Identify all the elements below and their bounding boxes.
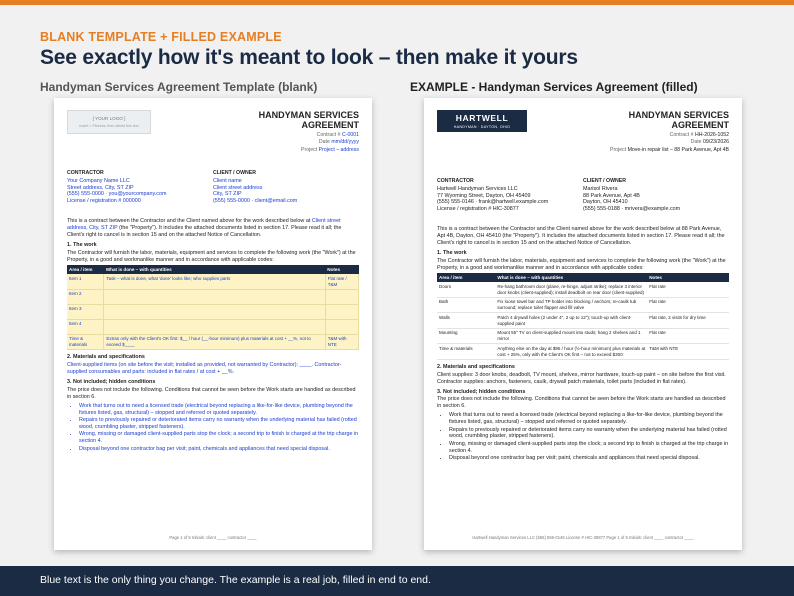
table-row: Time & materials Extras only with the Client's OK first: $__ / hour (__-hour minimum) plus materials at cost + __%, not to exceed $____ T&M with NTE	[67, 334, 359, 350]
bottom-banner	[0, 566, 794, 596]
doc-title: HANDYMAN SERVICES AGREEMENT	[258, 110, 359, 130]
exclusions-list: • Work that turns out to need a licensed trade (electrical beyond replacing a like-for-like device, plumbing beyond the fixtures listed, gas, structural) – stopped and referred or quoted separately. • Repairs to previously repaired or deteriorated items carry no warranty when the underlying material has failed (rotted wood, crumbling plaster, stripped fasteners). • Wrong, missing or damaged client-supplied parts stop the clock; a second trip to finish is charged at the trip charge in section 4. • Disposal beyond one contractor bag per visit; paint, chemicals and appliances that need special disposal.	[67, 403, 359, 453]
section-2-heading: 2. Materials and specifications	[67, 354, 145, 361]
page-footer: Page 1 of 5 Initials: client ____ contractor ____	[169, 534, 257, 540]
section-1-heading: 1. The work	[67, 241, 97, 248]
intro-paragraph: This is a contract between the Contractor and the Client named above for the work described below at 88 Park Avenue, Apt 4B, Dayton, OH 45410 (the "Property"). It includes the attached documents listed in section 17. Please read it all; the Client's right to cancel is in section 15 and on the attached Notice of Cancellation.	[437, 226, 725, 246]
table-row: Item 3	[67, 304, 359, 319]
table-row: Walls Patch 4 drywall holes (2 under 4", 2 up to 12"); touch-up with client-supplied paint Flat rate, 2 visits for dry time	[437, 313, 729, 329]
client-block: CLIENT / OWNER Marisol Rivera 88 Park Avenue, Apt 4B Dayton, OH 45410 (555) 555-0188 · mrivera@example.com	[583, 178, 681, 213]
section-3-heading: 3. Not included; hidden conditions	[437, 388, 526, 395]
table-row: Item 1 Task – what is done, what 'done' looks like; who supplies parts Flat rate / T&M	[67, 274, 359, 289]
intro-paragraph: This is a contract between the Contractor and the Client named above for the work described below at Client street address, City, ST ZIP (the "Property"). It includes the attached documents listed in section 17. Please read it all; the Client's right to cancel is in section 15 and on the attached Notice of Cancellation.	[67, 218, 342, 238]
kicker: BLANK TEMPLATE + FILLED EXAMPLE	[40, 30, 282, 44]
doc-title: HANDYMAN SERVICES AGREEMENT	[628, 110, 729, 130]
parties	[67, 170, 359, 205]
filled-example-page	[424, 98, 742, 550]
table-row: Item 4	[67, 319, 359, 334]
table-row: Mounting Mount 55" TV on client-supplied mount into studs; hang 2 shelves and 1 mirror Flat rate	[437, 328, 729, 344]
page-footer: Hartwell Handyman Services LLC (555) 555-0146 License # HIC-30877 Page 1 of 5 Initials: client ____ contractor ____	[472, 534, 694, 540]
agreement-body: This is a contract between the Contractor and the Client named above for the work described below at 88 Park Avenue, Apt 4B, Dayton, OH 45410 (the "Property"). It includes the attached documents listed in section 17. Please read it all; the Client's right to cancel is in section 15 and on the attached Notice of Cancellation. 1. The work The Contractor will furnish the labor, materials, equipment and services to complete the following work (the "Work") at the Property, in a good and workmanlike manner and in accordance with applicable codes: Area / item What is done – with quantities Notes Doors Re-hang bathroom door (plane, re-hinge, adjust strike); replace 3 interior door knobs (client-supplied); install deadbolt on rear door (client-supplied) Flat rate Bath Fix loose towel bar and TP holder into blocking / anchors; re-caulk tub surround; replace toilet flapper and fill valve Flat rate Walls Patch 4 drywall holes (2 under 4", 2 up to 12"); touch-up with client-supplied paint Flat rate, 2 visits for dry time Mounting Mount 55" TV on client-supplied mount into studs; hang 2 shelves and 1 mirror Flat rate Time & materials Anything else on the day at $95 / hour (½-hour minimum) plus materials at cost + 25%, only with the Client's OK first – not to exceed $300 T&M with NTE 2. Materials and specifications Client supplies: 3 door knobs, deadbolt, TV mount, shelves, mirror hardware, touch-up paint – on site before the first visit. Contractor supplies: anchors, fasteners, caulk, drywall patch materials, toilet parts (included in flat rates). 3. Not included; hidden conditions The price does not include the following. Conditions that cannot be seen before the Work starts are handled as described in section 6. • Work that turns out to need a licensed trade (electrical beyond replacing a like-for-like device, plumbing beyond the fixtures listed, gas, structural) – stopped and referred or quoted separately. • Repairs to previously repaired or deteriorated items carry no warranty when the underlying material has failed (rotted wood, crumbling plaster, stripped fasteners). • Wrong, missing or damaged client-supplied parts stop the clock; a second trip to finish is charged at the trip charge in section 4. • Disposal beyond one contractor bag per visit; paint, chemicals and appliances that need special disposal.	[437, 226, 729, 463]
table-row: Bath Fix loose towel bar and TP holder into blocking / anchors; re-caulk tub surround; replace toilet flapper and fill valve Flat rate	[437, 297, 729, 313]
bottom-banner-text: Blue text is the only thing you change. The example is a real job, filled in end to end.	[40, 574, 431, 586]
work-table: Area / item What is done – with quantities Notes Doors Re-hang bathroom door (plane, re-hinge, adjust strike); replace 3 interior door knobs (client-supplied); install deadbolt on rear door (client-supplied) Flat rate Bath Fix loose towel bar and TP holder into blocking / anchors; re-caulk tub surround; replace toilet flapper and fill valve Flat rate Walls Patch 4 drywall holes (2 under 4", 2 up to 12"); touch-up with client-supplied paint Flat rate, 2 visits for dry time Mounting Mount 55" TV on client-supplied mount into studs; hang 2 shelves and 1 mirror Flat rate Time & materials Anything else on the day at $95 / hour (½-hour minimum) plus materials at cost + 25%, only with the Client's OK first – not to exceed $300 T&M with NTE	[437, 273, 729, 359]
contractor-block: CONTRACTOR Your Company Name LLC Street address, City, ST ZIP (555) 555-0000 · you@yourcompany.com License / registration # 000000	[67, 170, 167, 205]
client-block: CLIENT / OWNER Client name Client street address City, ST ZIP (555) 555-0000 · client@email.com	[213, 170, 298, 205]
table-row: Time & materials Anything else on the day at $95 / hour (½-hour minimum) plus materials at cost + 25%, only with the Client's OK first – not to exceed $300 T&M with NTE	[437, 344, 729, 360]
company-logo: HARTWELL HANDYMAN · DAYTON, OHIO	[437, 110, 527, 132]
agreement-body: This is a contract between the Contractor and the Client named above for the work described below at Client street address, City, ST ZIP (the "Property"). It includes the attached documents listed in section 17. Please read it all; the Client's right to cancel is in section 15 and on the attached Notice of Cancellation. 1. The work The Contractor will furnish the labor, materials, equipment and services to complete the following work (the "Work") at the Property, in a good and workmanlike manner and in accordance with applicable codes: Area / item What is done – with quantities Notes Item 1 Task – what is done, what 'done' looks like; who supplies parts Flat rate / T&M Item 2 Item 3 Item 4 Time & materials Extras only with the Client's OK first: $__ / hour (__-hour minimum) plus materials at cost + __%, not to exceed $____ T&M with NTE 2. Materials and specifications Client-supplied items (on site before the visit; installed as provided, not warranted by Contractor): ____. Contractor-supplied consumables and parts: included in flat rates / at cost + __%. 3. Not included; hidden conditions The price does not include the following. Conditions that cannot be seen before the Work starts are handled as described in section 6. • Work that turns out to need a licensed trade (electrical beyond replacing a like-for-like device, plumbing beyond the fixtures listed, gas, structural) – stopped and referred or quoted separately. • Repairs to previously repaired or deteriorated items carry no warranty when the underlying material has failed (rotted wood, crumbling plaster, stripped fasteners). • Wrong, missing or damaged client-supplied parts stop the clock; a second trip to finish is charged at the trip charge in section 4. • Disposal beyond one contractor bag per visit; paint, chemicals and appliances that need special disposal.	[67, 218, 359, 453]
table-row: Doors Re-hang bathroom door (plane, re-hinge, adjust strike); replace 3 interior door knobs (client-supplied); install deadbolt on rear door (client-supplied) Flat rate	[437, 282, 729, 297]
work-table: Area / item What is done – with quantities Notes Item 1 Task – what is done, what 'done' looks like; who supplies parts Flat rate / T&M Item 2 Item 3 Item 4 Time & materials Extras only with the Client's OK first: $__ / hour (__-hour minimum) plus materials at cost + __%, not to exceed $____ T&M with NTE	[67, 265, 359, 350]
table-row: Item 2	[67, 289, 359, 304]
section-2-heading: 2. Materials and specifications	[437, 363, 515, 370]
top-accent-bar	[0, 0, 794, 5]
filled-caption: EXAMPLE - Handyman Services Agreement (filled)	[410, 80, 698, 94]
logo-placeholder: [ YOUR LOGO ] Insert > Pictures, then delete this text	[67, 110, 151, 134]
headline: See exactly how it's meant to look – then make it yours	[40, 46, 578, 69]
section-3-heading: 3. Not included; hidden conditions	[67, 379, 156, 386]
parties	[437, 178, 729, 213]
exclusions-list: • Work that turns out to need a licensed trade (electrical beyond replacing a like-for-like device, plumbing beyond the fixtures listed, gas, structural) – stopped and referred or quoted separately. • Repairs to previously repaired or deteriorated items carry no warranty when the underlying material has failed (rotted wood, crumbling plaster, stripped fasteners). • Wrong, missing or damaged client-supplied parts stop the clock; a second trip to finish is charged at the trip charge in section 4. • Disposal beyond one contractor bag per visit; paint, chemicals and appliances that need special disposal.	[437, 412, 729, 462]
doc-meta: Contract # HH-2026-1052 Date 09/23/2026 Project Move-in repair list – 88 Park Avenue, Apt 4B	[609, 132, 729, 153]
contractor-block: CONTRACTOR Hartwell Handyman Services LLC 77 Wyoming Street, Dayton, OH 45409 (555) 555-0146 · frank@hartwell.example.com License / registration # HIC-30877	[437, 178, 549, 213]
section-1-heading: 1. The work	[437, 249, 467, 256]
blank-caption: Handyman Services Agreement Template (blank)	[40, 80, 318, 94]
blank-template-page	[54, 98, 372, 550]
doc-meta: Contract # C-0001 Date mm/dd/yyyy Project Project – address	[301, 132, 359, 153]
